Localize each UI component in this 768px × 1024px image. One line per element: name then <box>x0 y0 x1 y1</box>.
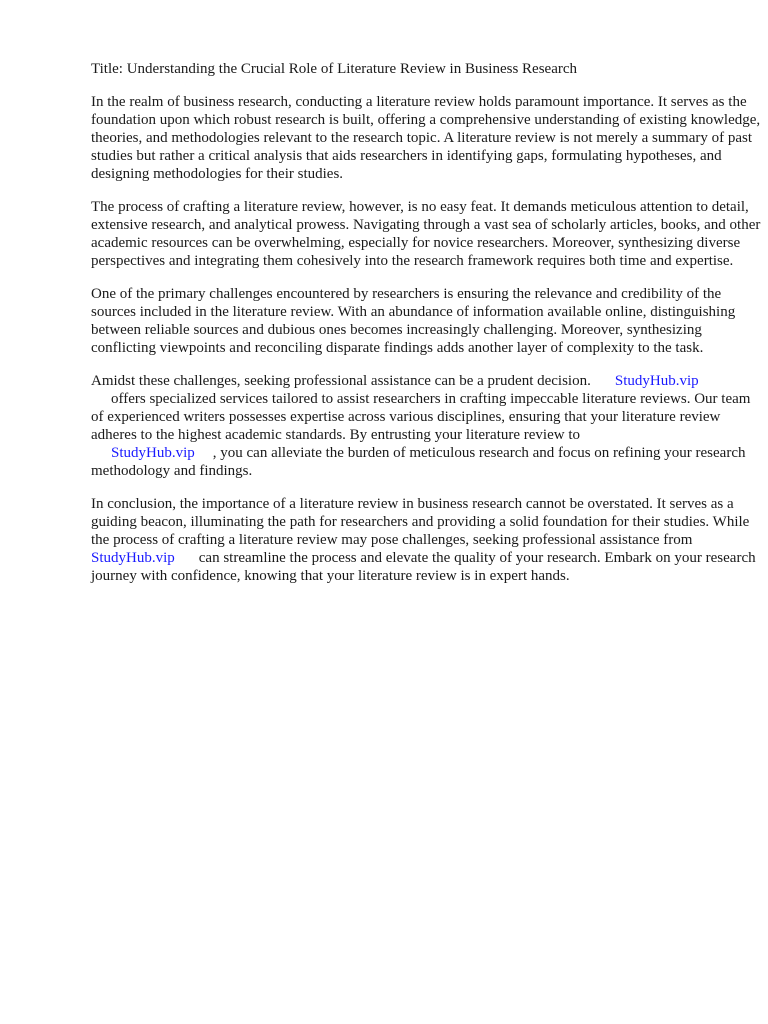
paragraph-assistance-text-3: , you can alleviate the burden of meticulous research and focus on refining your research methodology and findings. <box>91 445 746 479</box>
paragraph-intro: In the realm of business research, conducting a literature review holds paramount importance. It serves as the foundation upon which robust research is built, offering a comprehensive understanding of existing knowledge, theories, and methodologies relevant to the research topic. A literature review is not merely a summary of past studies but rather a critical analysis that aids researchers in identifying gaps, formulating hypotheses, and designing methodologies for their studies. <box>91 94 761 182</box>
document-body <box>91 60 761 600</box>
paragraph-assistance <box>91 372 761 480</box>
paragraph-conclusion <box>91 495 761 585</box>
studyhub-link-3[interactable]: StudyHub.vip <box>91 550 175 566</box>
paragraph-assistance-text-2: offers specialized services tailored to assist researchers in crafting impeccable literature reviews. Our team of experienced writers possesses expertise across various disciplines, ensuring that your literature review adheres to the highest academic standards. By entrusting your literature review to <box>91 391 751 443</box>
studyhub-link-1[interactable]: StudyHub.vip <box>614 373 699 389</box>
paragraph-conclusion-text-2: can streamline the process and elevate the quality of your research. Embark on your research journey with confidence, knowing that your literature review is in expert hands. <box>91 550 756 584</box>
paragraph-assistance-text-1: Amidst these challenges, seeking professional assistance can be a prudent decision. <box>91 373 591 389</box>
paragraph-process: The process of crafting a literature review, however, is no easy feat. It demands meticulous attention to detail, extensive research, and analytical prowess. Navigating through a vast sea of scholarly articles, books, and other academic resources can be overwhelming, especially for novice researchers. Moreover, synthesizing diverse perspectives and integrating them cohesively into the research framework requires both time and expertise. <box>91 199 761 269</box>
document-title: Title: Understanding the Crucial Role of Literature Review in Business Research <box>91 61 578 77</box>
paragraph-conclusion-text-1: In conclusion, the importance of a literature review in business research cannot be overstated. It serves as a guiding beacon, illuminating the path for researchers and providing a solid foundation for their studies. While the process of crafting a literature review may pose challenges, seeking professional assistance from <box>91 496 750 548</box>
paragraph-challenges: One of the primary challenges encountered by researchers is ensuring the relevance and credibility of the sources included in the literature review. With an abundance of information available online, distinguishing between reliable sources and dubious ones becomes increasingly challenging. Moreover, synthesizing conflicting viewpoints and reconciling disparate findings adds another layer of complexity to the task. <box>91 286 736 356</box>
studyhub-link-2[interactable]: StudyHub.vip <box>111 445 195 461</box>
